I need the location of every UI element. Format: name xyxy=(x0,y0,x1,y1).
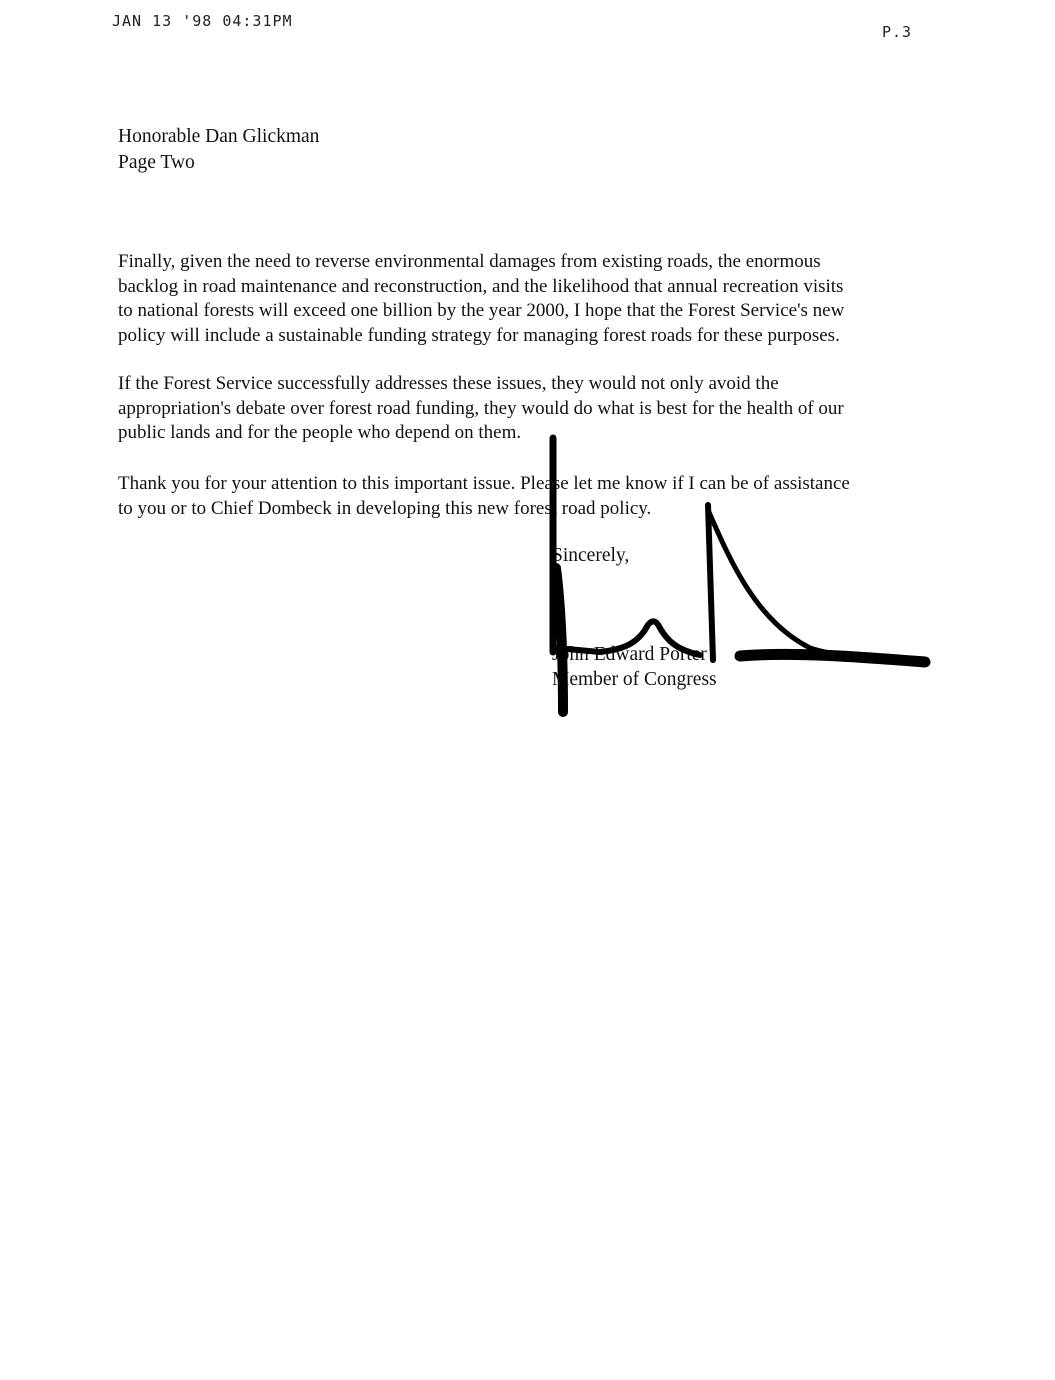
addressee-name: Honorable Dan Glickman xyxy=(118,126,320,147)
paragraph-line: Thank you for your attention to this important issue. Please let me know if I can be of assistance xyxy=(118,473,850,494)
paragraph-line: Finally, given the need to reverse environmental damages from existing roads, the enormous xyxy=(118,251,821,272)
signature-stroke xyxy=(740,654,925,662)
paragraph-funding xyxy=(118,250,933,348)
paragraph-line: backlog in road maintenance and reconstruction, and the likelihood that annual recreation visits xyxy=(118,275,844,297)
closing-salutation: Sincerely, xyxy=(552,545,630,566)
paragraph-line: public lands and for the people who depend on them. xyxy=(118,422,522,443)
signature-stroke xyxy=(708,510,925,662)
paragraph-line: policy will include a sustainable funding strategy for managing forest roads for these purposes. xyxy=(118,324,840,346)
paragraph-line: If the Forest Service successfully addresses these issues, they would not only avoid the xyxy=(118,373,779,394)
fax-date-time: JAN 13 '98 04:31PM xyxy=(112,12,293,30)
signature-stroke xyxy=(708,505,713,660)
paragraph-line: to you or to Chief Dombeck in developing this new forest road policy. xyxy=(118,497,652,519)
fax-page-number: P.3 xyxy=(882,23,913,41)
paragraph-thanks xyxy=(118,472,933,521)
paragraph-line: to national forests will exceed one billion by the year 2000, I hope that the Forest Service's new xyxy=(118,300,845,321)
paragraph-line: appropriation's debate over forest road funding, they would do what is best for the health of our xyxy=(118,397,844,419)
signer-title: Member of Congress xyxy=(552,669,717,690)
signer-name: John Edward Porter xyxy=(552,644,707,665)
addressee-block xyxy=(118,124,319,176)
paragraph-issues xyxy=(118,372,933,446)
page-label: Page Two xyxy=(118,152,195,173)
